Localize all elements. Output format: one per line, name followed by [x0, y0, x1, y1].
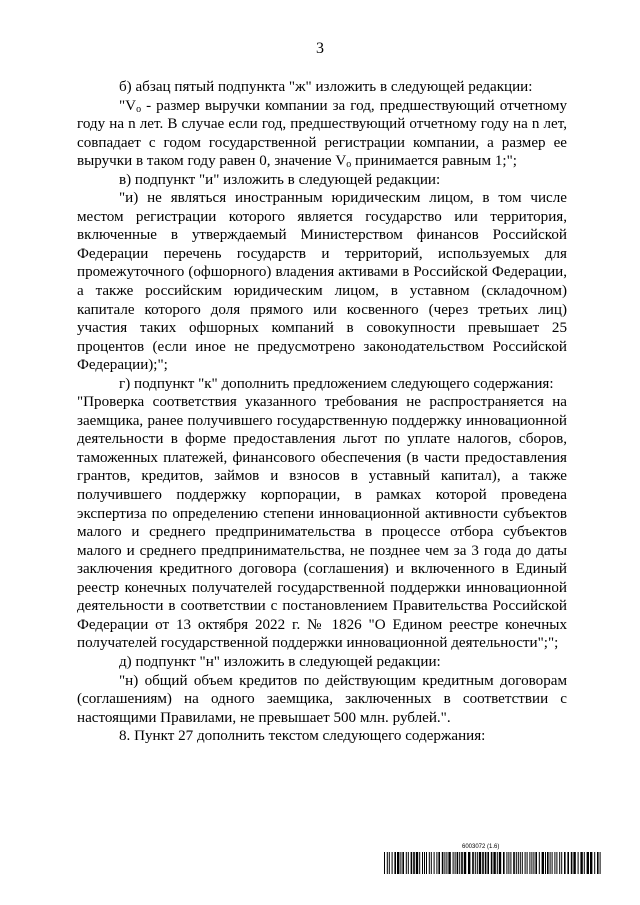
paragraph-n-body: "н) общий объем кредитов по действующим кредитным договорам (соглашениям) на одного заемщика, заключенных в соответствии с настоящими Правилами, не превышает 500 млн. рублей.".: [77, 672, 567, 726]
paragraph-i-body: "и) не являться иностранным юридическим лицом, в том числе местом регистрации которого является государство или территория, включенные в утверждаемый Министерством финансов Российской Федерации перечень государств и территорий, используемых для промежуточного (офшорного) владения активами в Российской Федерации, а также российским юридическим лицом, в уставном (складочном) капитале которого доля прямого или косвенного (через третьих лиц) участия таких офшорных компаний в совокупности превышает 25 процентов (если иное не предусмотрено законодательством Российской Федерации);";: [77, 190, 567, 374]
document-code: 6003072 (1.6): [462, 844, 500, 850]
paragraph-b-text: б) абзац пятый подпункта "ж" изложить в следующей редакции:: [119, 79, 533, 95]
v0-text-part1: "V: [119, 97, 137, 114]
v0-text-part3: принимается равным 1;";: [351, 153, 517, 170]
paragraph-b: [77, 78, 567, 97]
paragraph-g-text: г) подпункт "к" дополнить предложением следующего содержания:: [119, 375, 554, 392]
document-body: [77, 78, 567, 746]
paragraph-g: [77, 375, 567, 394]
v0-subscript-2: о: [346, 159, 352, 171]
paragraph-8: [77, 727, 567, 746]
paragraph-d: [77, 653, 567, 672]
v0-subscript: о: [136, 103, 142, 115]
paragraph-n-text: [77, 672, 567, 728]
barcode-image: [384, 852, 602, 874]
page-number: 3: [316, 40, 324, 57]
paragraph-k-addition: [77, 393, 567, 653]
paragraph-v: [77, 171, 567, 190]
paragraph-d-text: д) подпункт "н" изложить в следующей редакции:: [119, 653, 441, 670]
v0-text-part2: - размер выручки компании за год, предшествующий отчетному году на n лет. В случае если год, предшествующий отчетному году на n лет, совпадает с годом государственной регистрации компании, а размер ее выручки в таком году равен 0, значение V: [77, 97, 567, 170]
paragraph-v0-definition: [77, 97, 567, 171]
paragraph-k-body: "Проверка соответствия указанного требования не распространяется на заемщика, ранее получившего государственную поддержку инновационной деятельности в форме предоставления льгот по уплате налогов, сборов, таможенных платежей, финансового обеспечения (в части предоставления грантов, кредитов, займов и взносов в уставный капитал), а также получившего поддержку корпорации, в рамках которой проведена экспертиза по определению степени инновационной активности субъектов малого и среднего предпринимательства в процессе отбора субъектов малого и среднего предпринимательства, не позднее чем за 3 года до даты заключения кредитного договора (соглашения) и включенного в Единый реестр конечных получателей государственной поддержки инновационной деятельности в соответствии с постановлением Правительства Российской Федерации от 13 октября 2022 г. № 1826 "О Едином реестре конечных получателей государственной поддержки инновационной деятельности";";: [77, 394, 567, 652]
paragraph-i-text: [77, 189, 567, 374]
paragraph-v-text: в) подпункт "и" изложить в следующей редакции:: [119, 171, 441, 188]
paragraph-8-text: 8. Пункт 27 дополнить текстом следующего содержания:: [119, 728, 486, 745]
